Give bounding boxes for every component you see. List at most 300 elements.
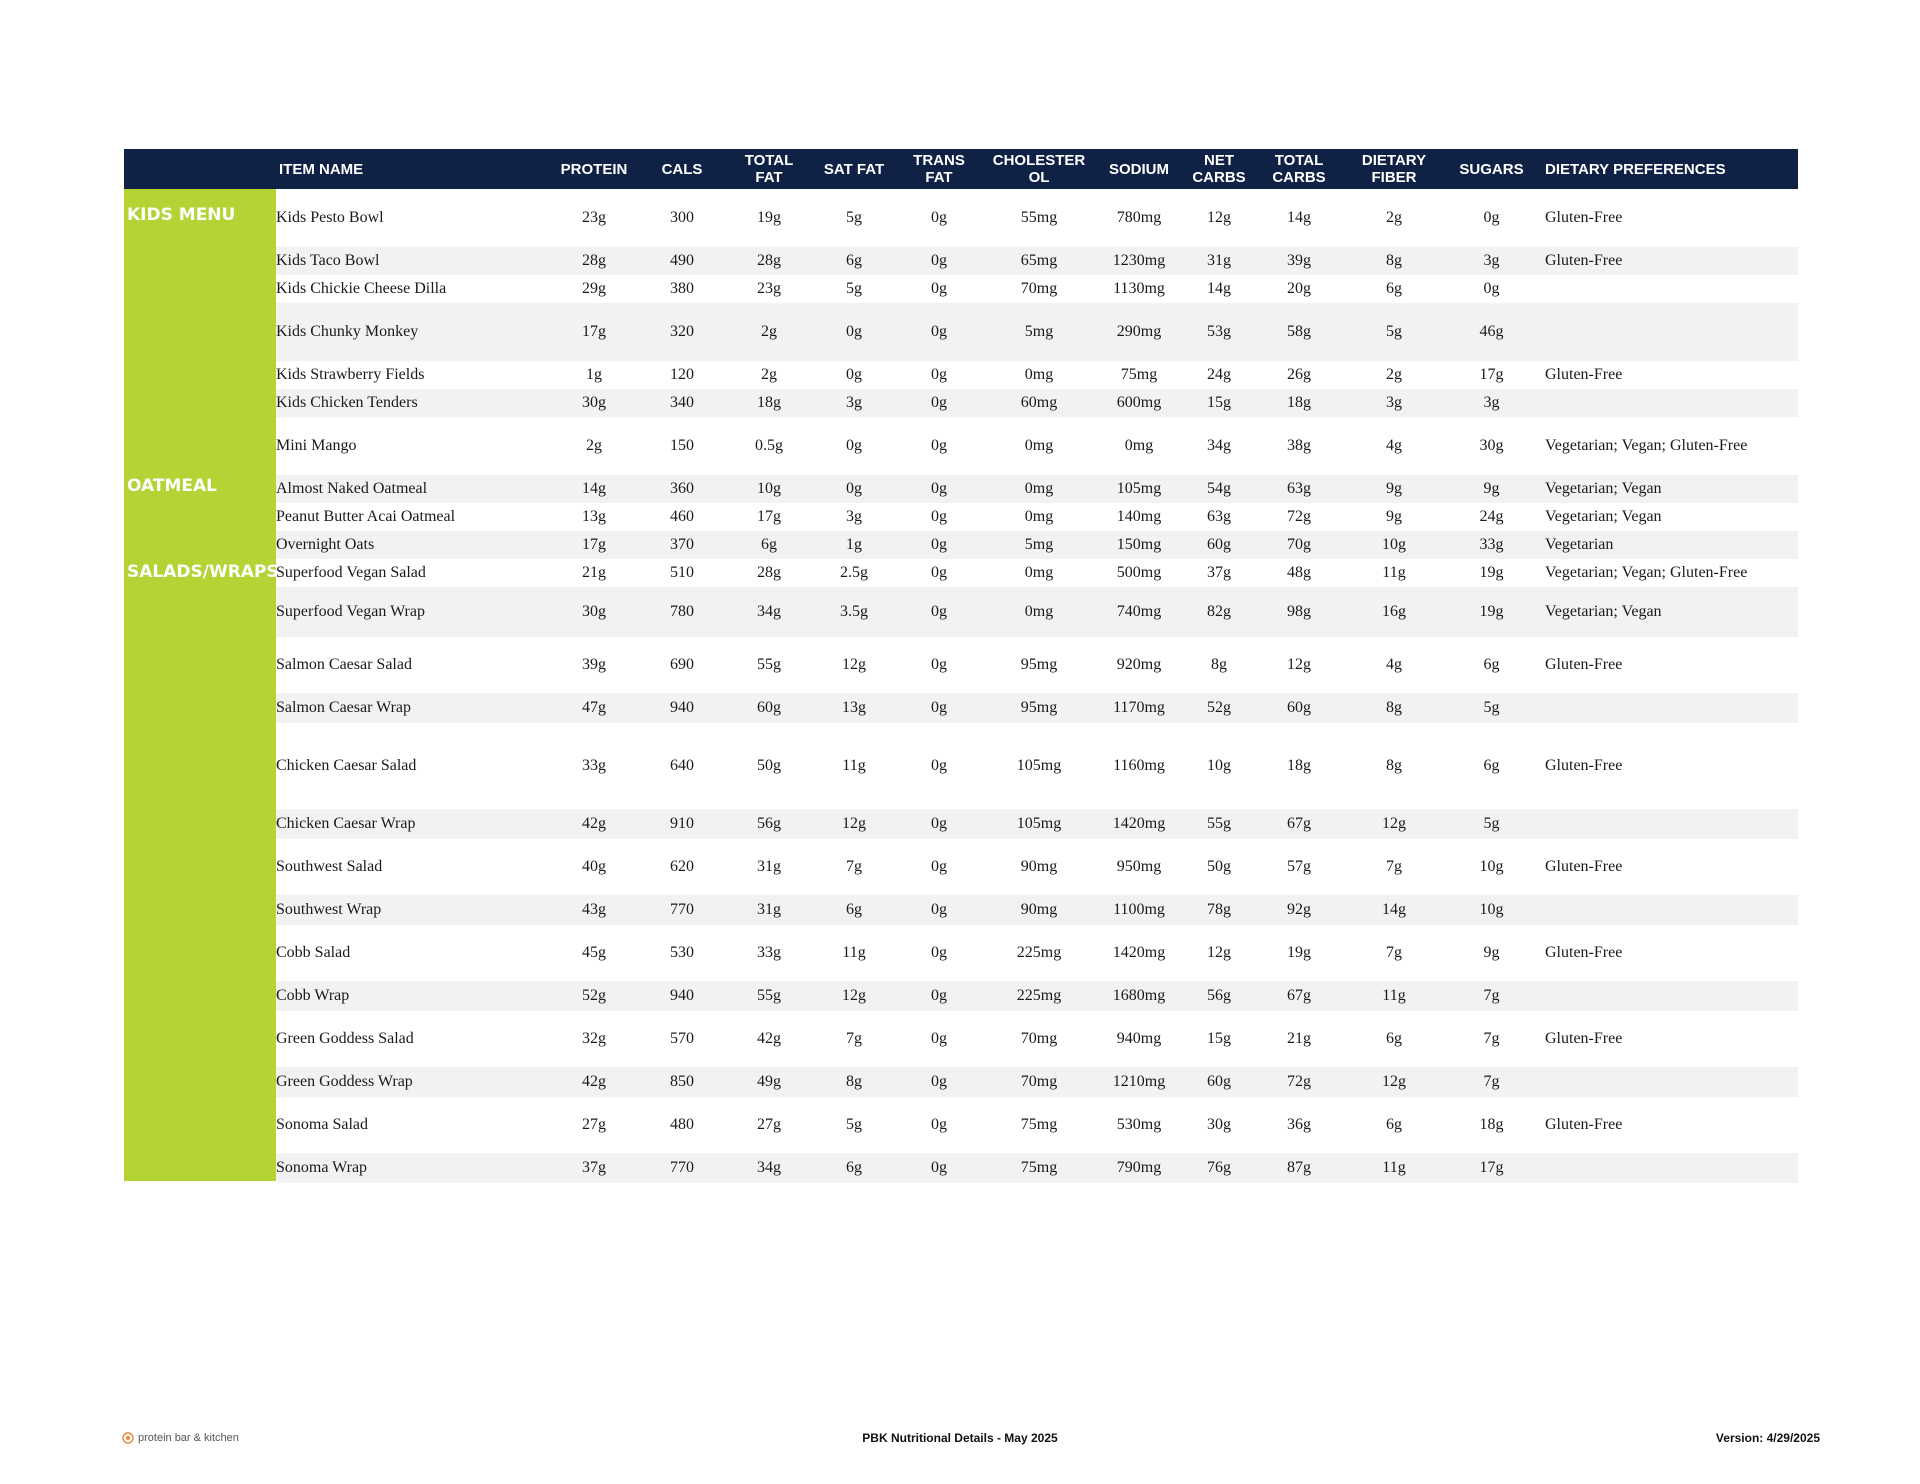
cell-protein: 40g bbox=[582, 858, 606, 875]
cell-protein: 47g bbox=[582, 699, 606, 716]
cell-sodium: 140mg bbox=[1116, 508, 1162, 525]
cell-sat-fat: 8g bbox=[846, 1073, 862, 1090]
cell-cals: 940 bbox=[670, 699, 694, 716]
table-row bbox=[276, 303, 1798, 361]
cell-protein: 17g bbox=[582, 323, 606, 340]
cell-total-carbs: 19g bbox=[1287, 944, 1311, 961]
cell-total-fat: 34g bbox=[757, 603, 781, 620]
cell-name: Cobb Salad bbox=[276, 944, 351, 961]
table-row bbox=[276, 1097, 1798, 1153]
cell-total-fat: 28g bbox=[757, 564, 781, 581]
cell-trans-fat: 0g bbox=[931, 1159, 947, 1176]
cell-sugars: 5g bbox=[1483, 699, 1500, 716]
header-sat-fat: SAT FAT bbox=[823, 160, 885, 178]
cell-sat-fat: 3g bbox=[846, 394, 862, 411]
cell-total-carbs: 20g bbox=[1287, 280, 1311, 297]
cell-prefs: Gluten-Free bbox=[1545, 656, 1623, 673]
cell-total-fat: 2g bbox=[761, 366, 777, 383]
cell-prefs: Vegetarian; Vegan; Gluten-Free bbox=[1545, 564, 1748, 581]
cell-total-carbs: 67g bbox=[1287, 987, 1311, 1004]
cell-prefs bbox=[1545, 389, 1795, 417]
cell-total-fat: 2g bbox=[761, 323, 777, 340]
header-dietary-fiber: DIETARY FIBER bbox=[1361, 152, 1427, 186]
footer-version: Version: 4/29/2025 bbox=[1715, 1431, 1820, 1445]
cell-net-carbs: 54g bbox=[1207, 480, 1231, 497]
cell-sugars: 33g bbox=[1479, 536, 1504, 553]
cell-prefs bbox=[1545, 809, 1795, 839]
cell-cholesterol: 5mg bbox=[1024, 323, 1054, 340]
cell-name: Sonoma Salad bbox=[276, 1116, 368, 1133]
cell-total-fat: 60g bbox=[757, 699, 781, 716]
cell-sodium: 600mg bbox=[1116, 394, 1162, 411]
cell-cholesterol: 60mg bbox=[1020, 394, 1058, 411]
cell-name: Mini Mango bbox=[276, 437, 357, 454]
cell-sat-fat: 1g bbox=[846, 536, 862, 553]
header-sugars: SUGARS bbox=[1459, 160, 1524, 178]
cell-sat-fat: 0g bbox=[846, 480, 862, 497]
table-row bbox=[276, 895, 1798, 925]
cell-total-fat: 19g bbox=[757, 209, 781, 226]
table-row bbox=[276, 809, 1798, 839]
cell-name: Southwest Salad bbox=[276, 858, 383, 875]
cell-sat-fat: 0g bbox=[846, 323, 862, 340]
cell-cholesterol: 70mg bbox=[1020, 1030, 1058, 1047]
cell-trans-fat: 0g bbox=[931, 209, 947, 226]
cell-total-fat: 27g bbox=[757, 1116, 781, 1133]
cell-net-carbs: 10g bbox=[1207, 757, 1231, 774]
cell-protein: 39g bbox=[582, 656, 606, 673]
cell-trans-fat: 0g bbox=[931, 536, 947, 553]
cell-total-fat: 31g bbox=[757, 901, 781, 918]
cell-cals: 120 bbox=[670, 366, 694, 383]
cell-sat-fat: 0g bbox=[846, 437, 862, 454]
table-body bbox=[276, 189, 1798, 1183]
cell-prefs: Gluten-Free bbox=[1545, 1030, 1623, 1047]
cell-total-carbs: 70g bbox=[1287, 536, 1311, 553]
table-row bbox=[276, 981, 1798, 1011]
cell-protein: 14g bbox=[582, 480, 606, 497]
cell-total-carbs: 18g bbox=[1287, 757, 1311, 774]
cell-prefs: Vegetarian bbox=[1545, 536, 1614, 553]
cell-fiber: 14g bbox=[1382, 901, 1406, 918]
cell-prefs: Gluten-Free bbox=[1545, 252, 1623, 269]
cell-fiber: 11g bbox=[1382, 1159, 1406, 1176]
cell-trans-fat: 0g bbox=[931, 858, 947, 875]
cell-protein: 21g bbox=[582, 564, 606, 581]
cell-net-carbs: 50g bbox=[1207, 858, 1231, 875]
cell-cals: 380 bbox=[670, 280, 694, 297]
cell-net-carbs: 8g bbox=[1211, 656, 1227, 673]
cell-protein: 30g bbox=[582, 603, 606, 620]
table-row bbox=[276, 637, 1798, 693]
cell-sugars: 10g bbox=[1479, 901, 1504, 918]
cell-prefs: Vegetarian; Vegan bbox=[1545, 603, 1662, 620]
cell-cals: 910 bbox=[670, 815, 694, 832]
cell-cals: 690 bbox=[670, 656, 694, 673]
category-oatmeal: OATMEAL bbox=[127, 476, 217, 496]
cell-total-carbs: 63g bbox=[1287, 480, 1311, 497]
cell-cholesterol: 65mg bbox=[1020, 252, 1058, 269]
cell-protein: 33g bbox=[582, 757, 606, 774]
cell-net-carbs: 60g bbox=[1207, 1073, 1231, 1090]
cell-sat-fat: 5g bbox=[846, 209, 862, 226]
cell-cholesterol: 0mg bbox=[1024, 437, 1054, 454]
header-protein: PROTEIN bbox=[560, 160, 628, 178]
cell-sodium: 500mg bbox=[1116, 564, 1162, 581]
cell-sodium: 150mg bbox=[1116, 536, 1162, 553]
header-trans-fat: TRANS FAT bbox=[913, 152, 965, 186]
cell-name: Green Goddess Salad bbox=[276, 1030, 414, 1047]
table-row bbox=[276, 587, 1798, 637]
cell-trans-fat: 0g bbox=[931, 323, 947, 340]
cell-cholesterol: 0mg bbox=[1024, 480, 1054, 497]
cell-cholesterol: 70mg bbox=[1020, 1073, 1058, 1090]
cell-sat-fat: 11g bbox=[842, 757, 866, 774]
cell-prefs: Gluten-Free bbox=[1545, 858, 1623, 875]
cell-sodium: 790mg bbox=[1116, 1159, 1162, 1176]
cell-prefs bbox=[1545, 303, 1795, 361]
cell-name: Sonoma Wrap bbox=[276, 1159, 368, 1176]
cell-sat-fat: 13g bbox=[842, 699, 866, 716]
cell-total-carbs: 26g bbox=[1287, 366, 1311, 383]
cell-cals: 530 bbox=[670, 944, 694, 961]
cell-fiber: 11g bbox=[1382, 987, 1406, 1004]
table-row bbox=[276, 693, 1798, 723]
cell-cals: 490 bbox=[670, 252, 694, 269]
cell-total-carbs: 92g bbox=[1287, 901, 1311, 918]
cell-net-carbs: 12g bbox=[1207, 209, 1231, 226]
header-item-name: ITEM NAME bbox=[279, 160, 364, 178]
cell-net-carbs: 14g bbox=[1207, 280, 1231, 297]
cell-name: Kids Strawberry Fields bbox=[276, 366, 425, 383]
cell-cals: 570 bbox=[670, 1030, 694, 1047]
cell-name: Superfood Vegan Wrap bbox=[276, 603, 425, 620]
cell-protein: 27g bbox=[582, 1116, 606, 1133]
cell-fiber: 9g bbox=[1386, 480, 1402, 497]
header-cals: CALS bbox=[661, 160, 703, 178]
cell-cals: 770 bbox=[670, 901, 694, 918]
cell-net-carbs: 53g bbox=[1207, 323, 1231, 340]
cell-sat-fat: 12g bbox=[842, 987, 866, 1004]
cell-sugars: 0g bbox=[1483, 209, 1500, 226]
cell-protein: 30g bbox=[582, 394, 606, 411]
cell-sat-fat: 6g bbox=[846, 901, 862, 918]
cell-name: Kids Chunky Monkey bbox=[276, 323, 419, 340]
cell-prefs: Vegetarian; Vegan bbox=[1545, 508, 1662, 525]
cell-sugars: 19g bbox=[1479, 564, 1504, 581]
cell-trans-fat: 0g bbox=[931, 1073, 947, 1090]
cell-net-carbs: 82g bbox=[1207, 603, 1231, 620]
cell-total-fat: 0.5g bbox=[755, 437, 783, 454]
cell-sugars: 3g bbox=[1483, 394, 1500, 411]
cell-name: Peanut Butter Acai Oatmeal bbox=[276, 508, 456, 525]
cell-cholesterol: 70mg bbox=[1020, 280, 1058, 297]
cell-trans-fat: 0g bbox=[931, 280, 947, 297]
cell-fiber: 9g bbox=[1386, 508, 1402, 525]
cell-protein: 17g bbox=[582, 536, 606, 553]
table-row bbox=[276, 189, 1798, 247]
cell-name: Chicken Caesar Salad bbox=[276, 757, 417, 774]
cell-trans-fat: 0g bbox=[931, 944, 947, 961]
cell-name: Kids Taco Bowl bbox=[276, 252, 380, 269]
cell-cholesterol: 95mg bbox=[1020, 656, 1058, 673]
cell-sat-fat: 6g bbox=[846, 252, 862, 269]
cell-cals: 940 bbox=[670, 987, 694, 1004]
cell-sugars: 24g bbox=[1479, 508, 1504, 525]
cell-net-carbs: 31g bbox=[1207, 252, 1231, 269]
cell-sat-fat: 2.5g bbox=[840, 564, 868, 581]
cell-sat-fat: 7g bbox=[846, 858, 862, 875]
cell-sodium: 920mg bbox=[1116, 656, 1162, 673]
cell-prefs bbox=[1545, 275, 1795, 303]
table-row bbox=[276, 247, 1798, 275]
cell-fiber: 11g bbox=[1382, 564, 1406, 581]
cell-cholesterol: 55mg bbox=[1020, 209, 1058, 226]
cell-protein: 43g bbox=[582, 901, 606, 918]
cell-cals: 770 bbox=[670, 1159, 694, 1176]
cell-sat-fat: 11g bbox=[842, 944, 866, 961]
cell-protein: 23g bbox=[582, 209, 606, 226]
footer-title: PBK Nutritional Details - May 2025 bbox=[862, 1431, 1058, 1445]
cell-net-carbs: 63g bbox=[1207, 508, 1231, 525]
cell-net-carbs: 37g bbox=[1207, 564, 1231, 581]
cell-sodium: 950mg bbox=[1116, 858, 1162, 875]
cell-sugars: 19g bbox=[1479, 603, 1504, 620]
cell-sugars: 5g bbox=[1483, 815, 1500, 832]
cell-total-carbs: 57g bbox=[1287, 858, 1311, 875]
cell-total-carbs: 87g bbox=[1287, 1159, 1311, 1176]
cell-name: Kids Chickie Cheese Dilla bbox=[276, 280, 447, 297]
cell-total-carbs: 60g bbox=[1287, 699, 1311, 716]
cell-total-carbs: 12g bbox=[1287, 656, 1311, 673]
cell-sodium: 740mg bbox=[1116, 603, 1162, 620]
cell-total-fat: 50g bbox=[757, 757, 781, 774]
header-cholesterol: CHOLESTER OL bbox=[992, 152, 1086, 186]
cell-sodium: 1130mg bbox=[1113, 280, 1165, 297]
cell-prefs bbox=[1545, 693, 1795, 723]
cell-total-carbs: 58g bbox=[1287, 323, 1311, 340]
cell-cals: 300 bbox=[670, 209, 694, 226]
cell-fiber: 2g bbox=[1386, 366, 1402, 383]
cell-trans-fat: 0g bbox=[931, 815, 947, 832]
cell-cholesterol: 225mg bbox=[1016, 987, 1062, 1004]
cell-fiber: 16g bbox=[1382, 603, 1406, 620]
cell-trans-fat: 0g bbox=[931, 757, 947, 774]
cell-fiber: 8g bbox=[1386, 699, 1402, 716]
cell-sodium: 530mg bbox=[1116, 1116, 1162, 1133]
cell-protein: 29g bbox=[582, 280, 606, 297]
cell-cholesterol: 95mg bbox=[1020, 699, 1058, 716]
cell-sat-fat: 3.5g bbox=[840, 603, 868, 620]
cell-trans-fat: 0g bbox=[931, 366, 947, 383]
header-sodium: SODIUM bbox=[1109, 160, 1169, 178]
cell-cholesterol: 0mg bbox=[1024, 508, 1054, 525]
cell-trans-fat: 0g bbox=[931, 987, 947, 1004]
cell-total-carbs: 72g bbox=[1287, 1073, 1311, 1090]
cell-net-carbs: 55g bbox=[1207, 815, 1231, 832]
table-row bbox=[276, 417, 1798, 475]
cell-fiber: 10g bbox=[1382, 536, 1406, 553]
cell-total-fat: 23g bbox=[757, 280, 781, 297]
cell-fiber: 5g bbox=[1386, 323, 1402, 340]
table-row bbox=[276, 559, 1798, 587]
header-dietary-preferences: DIETARY PREFERENCES bbox=[1545, 160, 1726, 178]
cell-fiber: 7g bbox=[1386, 858, 1402, 875]
cell-trans-fat: 0g bbox=[931, 603, 947, 620]
cell-fiber: 6g bbox=[1386, 280, 1402, 297]
cell-total-fat: 56g bbox=[757, 815, 781, 832]
cell-sodium: 1100mg bbox=[1113, 901, 1165, 918]
header-total-fat: TOTAL FAT bbox=[744, 152, 794, 186]
cell-protein: 13g bbox=[582, 508, 606, 525]
cell-trans-fat: 0g bbox=[931, 1030, 947, 1047]
cell-sugars: 6g bbox=[1483, 757, 1500, 774]
cell-total-fat: 28g bbox=[757, 252, 781, 269]
cell-prefs: Gluten-Free bbox=[1545, 757, 1623, 774]
cell-net-carbs: 30g bbox=[1207, 1116, 1231, 1133]
cell-prefs bbox=[1545, 1067, 1795, 1097]
cell-sugars: 7g bbox=[1483, 1073, 1500, 1090]
cell-total-carbs: 18g bbox=[1287, 394, 1311, 411]
cell-name: Overnight Oats bbox=[276, 536, 375, 553]
cell-fiber: 6g bbox=[1386, 1030, 1402, 1047]
cell-total-fat: 33g bbox=[757, 944, 781, 961]
cell-fiber: 2g bbox=[1386, 209, 1402, 226]
cell-fiber: 3g bbox=[1386, 394, 1402, 411]
cell-cals: 460 bbox=[670, 508, 694, 525]
cell-total-carbs: 67g bbox=[1287, 815, 1311, 832]
cell-fiber: 12g bbox=[1382, 1073, 1406, 1090]
table-row bbox=[276, 275, 1798, 303]
cell-cholesterol: 0mg bbox=[1024, 366, 1054, 383]
cell-sat-fat: 5g bbox=[846, 1116, 862, 1133]
cell-protein: 42g bbox=[582, 815, 606, 832]
cell-cholesterol: 105mg bbox=[1016, 815, 1062, 832]
cell-total-fat: 10g bbox=[757, 480, 781, 497]
cell-protein: 1g bbox=[586, 366, 602, 383]
cell-total-fat: 42g bbox=[757, 1030, 781, 1047]
cell-sugars: 0g bbox=[1483, 280, 1500, 297]
cell-cholesterol: 75mg bbox=[1020, 1116, 1058, 1133]
cell-cals: 340 bbox=[670, 394, 694, 411]
cell-prefs: Vegetarian; Vegan; Gluten-Free bbox=[1545, 437, 1748, 454]
cell-total-carbs: 48g bbox=[1287, 564, 1311, 581]
cell-sugars: 9g bbox=[1483, 944, 1500, 961]
cell-cals: 620 bbox=[670, 858, 694, 875]
cell-sugars: 46g bbox=[1479, 323, 1504, 340]
cell-protein: 52g bbox=[582, 987, 606, 1004]
cell-net-carbs: 12g bbox=[1207, 944, 1231, 961]
cell-cholesterol: 0mg bbox=[1024, 564, 1054, 581]
cell-protein: 37g bbox=[582, 1159, 606, 1176]
cell-protein: 28g bbox=[582, 252, 606, 269]
cell-sugars: 7g bbox=[1483, 987, 1500, 1004]
cell-prefs bbox=[1545, 895, 1795, 925]
cell-fiber: 8g bbox=[1386, 757, 1402, 774]
cell-trans-fat: 0g bbox=[931, 437, 947, 454]
cell-total-fat: 6g bbox=[761, 536, 777, 553]
cell-net-carbs: 78g bbox=[1207, 901, 1231, 918]
cell-fiber: 8g bbox=[1386, 252, 1402, 269]
cell-protein: 2g bbox=[586, 437, 602, 454]
cell-fiber: 4g bbox=[1386, 437, 1402, 454]
cell-trans-fat: 0g bbox=[931, 1116, 947, 1133]
cell-sugars: 30g bbox=[1479, 437, 1504, 454]
cell-name: Superfood Vegan Salad bbox=[276, 564, 426, 581]
cell-trans-fat: 0g bbox=[931, 901, 947, 918]
cell-prefs: Gluten-Free bbox=[1545, 1116, 1623, 1133]
cell-sodium: 105mg bbox=[1116, 480, 1162, 497]
table-row bbox=[276, 925, 1798, 981]
cell-cholesterol: 90mg bbox=[1020, 901, 1058, 918]
cell-sodium: 1230mg bbox=[1112, 252, 1166, 269]
cell-net-carbs: 76g bbox=[1207, 1159, 1231, 1176]
category-kids-menu: KIDS MENU bbox=[127, 205, 236, 225]
category-salads-wraps: SALADS/WRAPS bbox=[127, 562, 279, 582]
cell-name: Salmon Caesar Wrap bbox=[276, 699, 412, 716]
cell-name: Cobb Wrap bbox=[276, 987, 350, 1004]
cell-cals: 510 bbox=[670, 564, 694, 581]
cell-prefs bbox=[1545, 1153, 1795, 1183]
cell-name: Almost Naked Oatmeal bbox=[276, 480, 428, 497]
table-row bbox=[276, 531, 1798, 559]
cell-sat-fat: 0g bbox=[846, 366, 862, 383]
category-sidebar bbox=[124, 189, 279, 1181]
cell-fiber: 6g bbox=[1386, 1116, 1402, 1133]
cell-sugars: 17g bbox=[1479, 366, 1504, 383]
cell-total-fat: 49g bbox=[757, 1073, 781, 1090]
cell-cholesterol: 225mg bbox=[1016, 944, 1062, 961]
cell-cals: 850 bbox=[670, 1073, 694, 1090]
cell-name: Kids Pesto Bowl bbox=[276, 209, 384, 226]
cell-sat-fat: 12g bbox=[842, 815, 866, 832]
cell-total-carbs: 21g bbox=[1287, 1030, 1311, 1047]
cell-name: Chicken Caesar Wrap bbox=[276, 815, 416, 832]
table-row bbox=[276, 723, 1798, 809]
cell-sugars: 6g bbox=[1483, 656, 1500, 673]
logo-text: protein bar & kitchen bbox=[138, 1432, 239, 1444]
cell-sat-fat: 5g bbox=[846, 280, 862, 297]
cell-trans-fat: 0g bbox=[931, 480, 947, 497]
cell-net-carbs: 60g bbox=[1207, 536, 1231, 553]
cell-name: Southwest Wrap bbox=[276, 901, 382, 918]
cell-cholesterol: 105mg bbox=[1016, 757, 1062, 774]
cell-cals: 480 bbox=[670, 1116, 694, 1133]
cell-sodium: 0mg bbox=[1124, 437, 1154, 454]
table-row bbox=[276, 389, 1798, 417]
cell-cals: 360 bbox=[670, 480, 694, 497]
header-net-carbs: NET CARBS bbox=[1192, 152, 1246, 186]
cell-sugars: 17g bbox=[1479, 1159, 1504, 1176]
table-row bbox=[276, 361, 1798, 389]
cell-sodium: 1210mg bbox=[1112, 1073, 1166, 1090]
cell-total-fat: 31g bbox=[757, 858, 781, 875]
cell-prefs: Gluten-Free bbox=[1545, 366, 1623, 383]
cell-prefs: Vegetarian; Vegan bbox=[1545, 480, 1662, 497]
cell-sat-fat: 12g bbox=[842, 656, 866, 673]
cell-total-fat: 17g bbox=[757, 508, 781, 525]
cell-total-carbs: 14g bbox=[1287, 209, 1311, 226]
cell-sodium: 940mg bbox=[1116, 1030, 1162, 1047]
cell-sodium: 1680mg bbox=[1112, 987, 1166, 1004]
cell-net-carbs: 15g bbox=[1207, 394, 1231, 411]
cell-name: Salmon Caesar Salad bbox=[276, 656, 412, 673]
table-row bbox=[276, 1153, 1798, 1183]
cell-total-fat: 34g bbox=[757, 1159, 781, 1176]
cell-total-fat: 55g bbox=[757, 656, 781, 673]
cell-net-carbs: 15g bbox=[1207, 1030, 1231, 1047]
cell-fiber: 12g bbox=[1382, 815, 1406, 832]
